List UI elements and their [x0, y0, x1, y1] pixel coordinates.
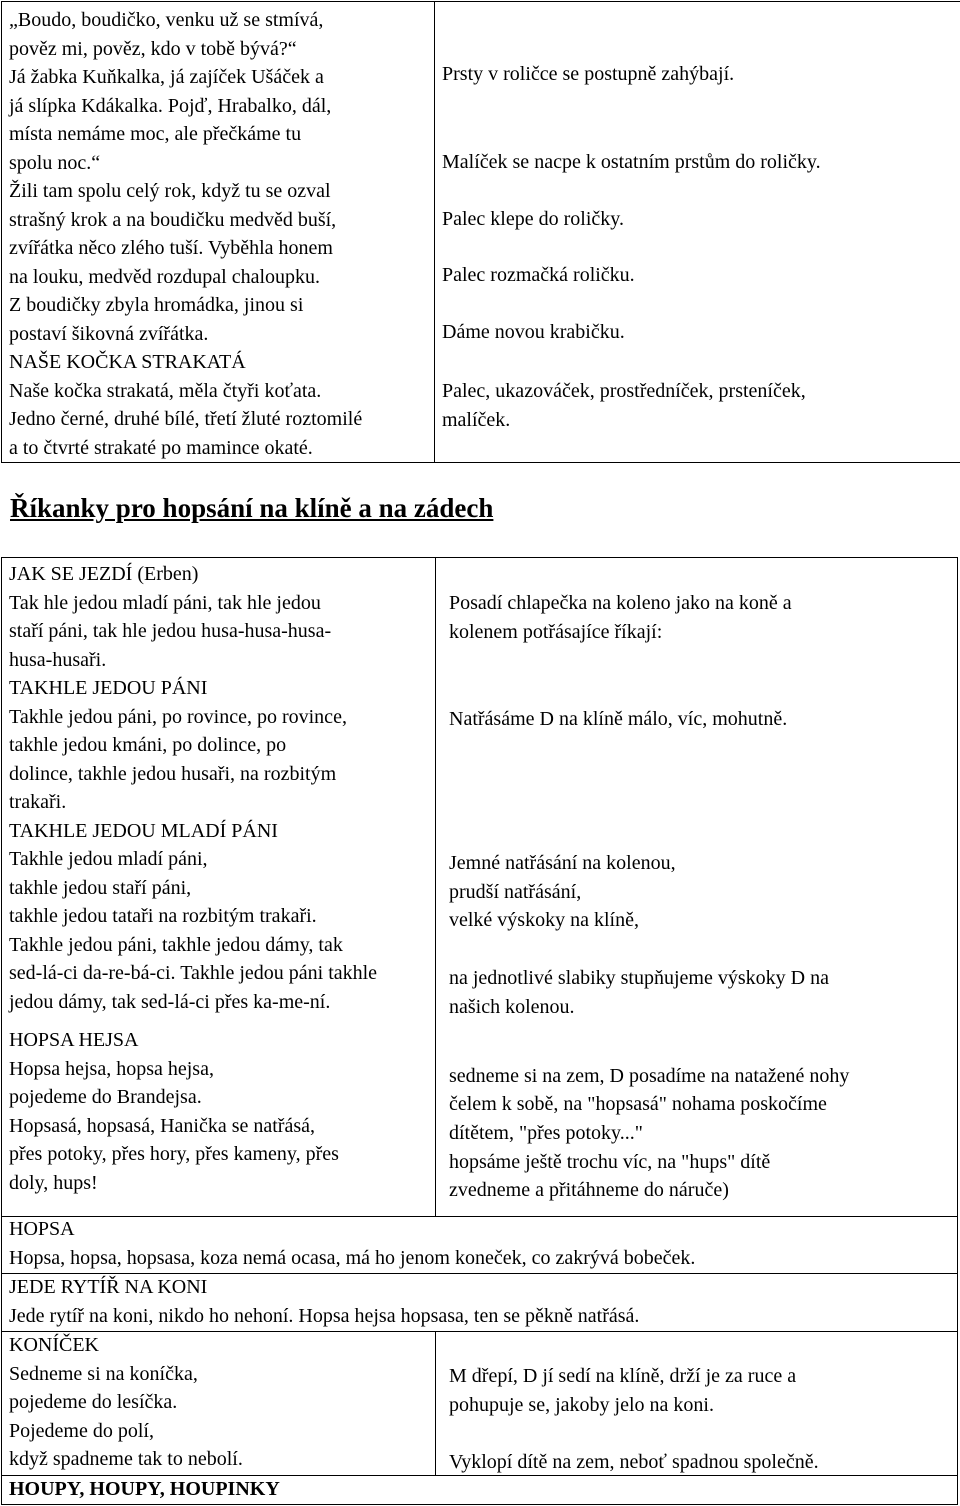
instruction-line: našich kolenou.	[449, 996, 575, 1018]
rhyme-line: takhle jedou staří páni,	[9, 876, 192, 899]
poem-line: Z boudičky zbyla hromádka, jinou si	[9, 294, 304, 316]
main-table-divider-lower	[435, 1331, 436, 1475]
instruction-line: Dáme novou krabičku.	[442, 321, 625, 343]
instruction-line: Posadí chlapečka na koleno jako na koně a	[449, 592, 792, 614]
rhyme-line: dolince, takhle jedou husaři, na rozbitým	[9, 762, 337, 785]
poem-line: já slípka Kdákalka. Pojď, Hrabalko, dál,	[9, 94, 332, 117]
rhyme-line: přes potoky, přes hory, přes kameny, přes	[9, 1143, 339, 1165]
rhyme-line: Hopsa hejsa, hopsa hejsa,	[9, 1057, 214, 1080]
instruction-line: sedneme si na zem, D posadíme na natažené nohy	[449, 1065, 850, 1087]
rhyme-line: Takhle jedou mladí páni,	[9, 848, 208, 870]
instruction-line: kolenem potřásajíce říkají:	[449, 621, 663, 643]
rhyme-line: Tak hle jedou mladí páni, tak hle jedou	[9, 591, 321, 614]
poem-line: zvířátka něco zlého tuší. Vyběhla honem	[9, 237, 333, 259]
rhyme-line: pojedeme do Brandejsa.	[9, 1086, 202, 1108]
instruction-line: dítětem, "přes potoky..."	[449, 1122, 643, 1144]
rhyme-title: TAKHLE JEDOU PÁNI	[9, 677, 208, 699]
rhyme-line: doly, hups!	[9, 1171, 98, 1194]
top-table-divider	[434, 2, 435, 462]
section-heading: Říkanky pro hopsání na klíně a na zádech	[10, 493, 494, 523]
rhyme-heading	[9, 560, 431, 589]
rhyme-line	[9, 988, 431, 1017]
instruction-line: Palec rozmačká roličku.	[442, 264, 635, 286]
rhyme-title: HOPSA HEJSA	[9, 1029, 139, 1051]
instruction-line: Vyklopí dítě na zem, neboť spadnou společně.	[449, 1451, 819, 1473]
top-table	[1, 1, 960, 463]
main-table-divider-upper	[435, 558, 436, 1216]
instruction-line: malíček.	[442, 409, 511, 431]
poem-title: NAŠE KOČKA STRAKATÁ	[9, 351, 246, 373]
rhyme-title: HOPSA	[9, 1218, 75, 1240]
rhyme-title: HOUPY, HOUPY, HOUPINKY	[9, 1478, 280, 1500]
instruction-line: pohupuje se, jakoby jelo na koni.	[449, 1394, 714, 1416]
instruction-line: velké výskoky na klíně,	[449, 909, 639, 931]
rytir-row	[9, 1273, 949, 1330]
rhyme-title: TAKHLE JEDOU MLADÍ PÁNI	[9, 819, 278, 842]
rhyme-line: husa-husaři.	[9, 648, 107, 671]
instruction-line: M dřepí, D jí sedí na klíně, drží je za ruce a	[449, 1365, 797, 1387]
instruction-line: na jednotlivé slabiky stupňujeme výskoky D na	[449, 967, 829, 989]
rhyme-line: takhle jedou tataři na rozbitým trakaři.	[9, 905, 317, 927]
hopsa-row	[9, 1215, 949, 1272]
rhyme-line: Takhle jedou páni, po rovince, po rovince,	[9, 705, 347, 728]
rhyme-line: Pojedeme do polí,	[9, 1419, 154, 1442]
rhyme-line: staří páni, tak hle jedou husa-husa-husa-	[9, 620, 332, 642]
instruction-line: zvedneme a přitáhneme do náruče)	[449, 1179, 729, 1201]
poem-line: spolu noc.“	[9, 151, 101, 174]
rhyme-line: Hopsa, hopsa, hopsasa, koza nemá ocasa, má ho jenom koneček, co zakrývá bobeček.	[9, 1246, 696, 1269]
poem-line: pověz mi, pověz, kdo v tobě bývá?“	[9, 37, 297, 60]
instruction-line: prudší natřásání,	[449, 881, 582, 903]
poem-line: Naše kočka strakatá, měla čtyři koťata.	[9, 379, 322, 402]
main-left-upper	[9, 560, 431, 1197]
instruction-line: Natřásáme D na klíně málo, víc, mohutně.	[449, 708, 788, 730]
instruction-line: Palec klepe do roličky.	[442, 208, 624, 230]
poem-line-text: a to čtvrté strakaté po mamince okaté.	[9, 436, 313, 459]
rhyme-title: JEDE RYTÍŘ NA KONI	[9, 1276, 208, 1298]
rhyme-line: trakaři.	[9, 791, 67, 813]
poem-line-text: Jedno černé, druhé bílé, třetí žluté roztomilé	[9, 408, 363, 430]
rhyme-line: Sedneme si na koníčka,	[9, 1362, 198, 1385]
poem-line: na louku, medvěd rozdupal chaloupku.	[9, 265, 321, 288]
main-table	[1, 557, 958, 1505]
instruction-line: čelem k sobě, na "hopsasá" nohama poskočíme	[449, 1093, 827, 1115]
rhyme-line: Hopsasá, hopsasá, Hanička se natřásá,	[9, 1114, 316, 1137]
rhyme-author: (Erben)	[132, 563, 199, 585]
rhyme-line: Takhle jedou páni, takhle jedou dámy, tak	[9, 933, 343, 956]
poem-line: strašný krok a na boudičku medvěd buší,	[9, 208, 337, 231]
rhyme-line-text: jedou dámy, tak sed-lá-ci přes ka-me-ní.	[9, 990, 331, 1013]
rhyme-line-text: sed-lá-ci da-re-bá-ci. Takhle jedou páni takhle	[9, 962, 378, 984]
poem-line: Žili tam spolu celý rok, když tu se ozval	[9, 180, 331, 202]
rhyme-line	[9, 959, 431, 988]
poem-line	[9, 405, 429, 434]
konicek-left	[9, 1331, 431, 1474]
poem-line: postaví šikovná zvířátka.	[9, 322, 209, 345]
poem-line: „Boudo, boudičko, venku už se stmívá,	[9, 9, 324, 31]
instruction-line: Palec, ukazováček, prostředníček, prsteníček,	[442, 380, 806, 402]
rhyme-line: když spadneme tak to nebolí.	[9, 1448, 243, 1470]
instruction-line: Jemné natřásání na kolenou,	[449, 852, 676, 874]
rhyme-line: Jede rytíř na koni, nikdo ho nehoní. Hopsa hejsa hopsasa, ten se pěkně natřásá.	[9, 1304, 640, 1327]
poem-line	[9, 434, 429, 463]
rhyme-line: pojedeme do lesíčka.	[9, 1391, 178, 1413]
poem-line: Já žabka Kuňkalka, já zajíček Ušáček a	[9, 66, 324, 88]
instruction-line: Prsty v roličce se postupně zahýbají.	[442, 63, 735, 85]
instruction-line: hopsáme ještě trochu víc, na "hups" dítě	[449, 1151, 771, 1173]
houpy-row	[9, 1475, 949, 1504]
instruction-line: Malíček se nacpe k ostatním prstům do roličky.	[442, 151, 821, 173]
rhyme-line: takhle jedou kmáni, po dolince, po	[9, 734, 287, 756]
rhyme-title: KONÍČEK	[9, 1334, 99, 1356]
top-left-cell	[9, 6, 429, 462]
poem-line: místa nemáme moc, ale přečkáme tu	[9, 123, 302, 145]
rhyme-title: JAK SE JEZDÍ	[9, 563, 133, 585]
